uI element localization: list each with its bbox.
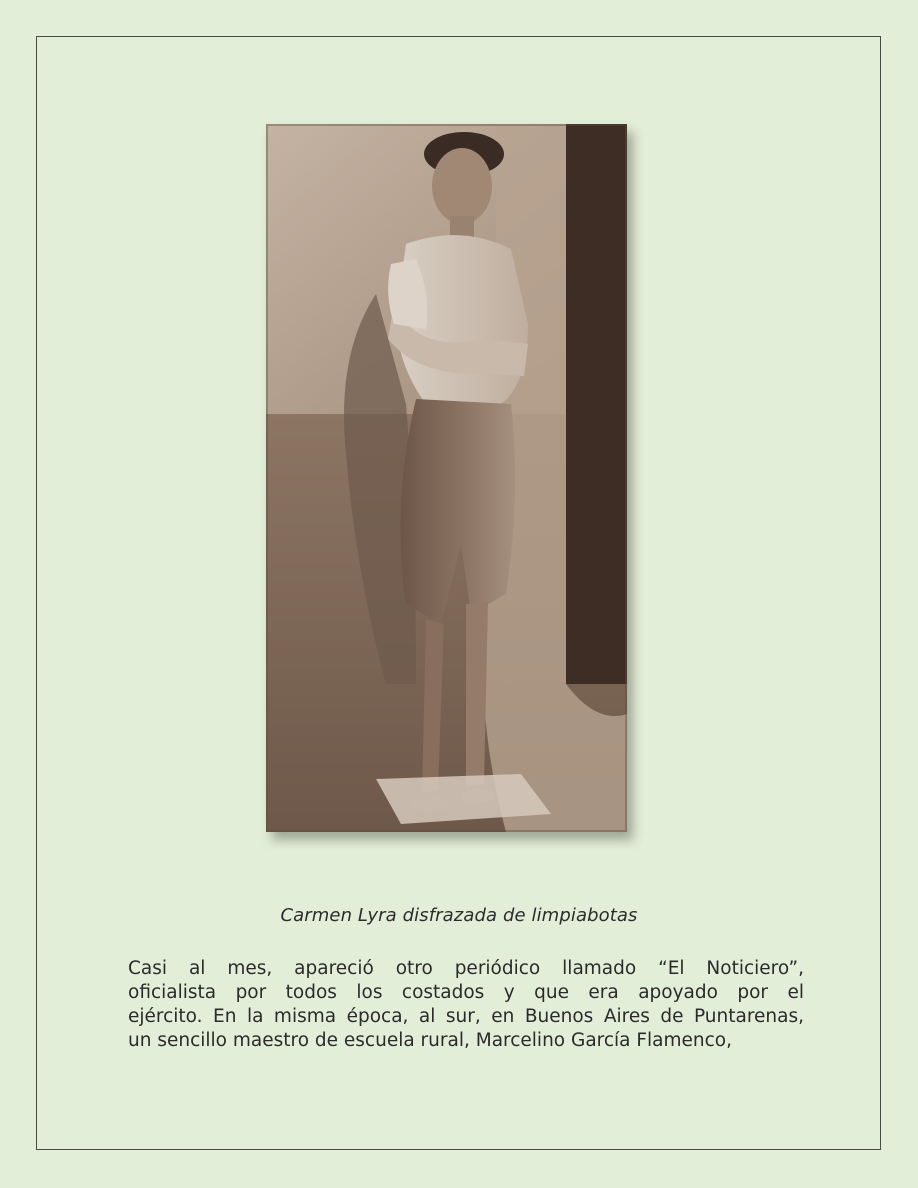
photo-illustration [266,124,627,832]
paragraph-line: un sencillo maestro de escuela rural, Marcelino García Flamenco, [128,1030,733,1051]
paragraph-line: oficialista por todos los costados y que era apoyado por el [128,982,804,1003]
paragraph-line: ejército. En la misma época, al sur, en Buenos Aires de Puntarenas, [128,1006,804,1027]
historical-photo [266,124,627,832]
photo-caption: Carmen Lyra disfrazada de limpiabotas [280,905,638,926]
body-paragraph [128,957,804,1053]
paragraph-line: Casi al mes, apareció otro periódico llamado “El Noticiero”, [128,958,804,979]
